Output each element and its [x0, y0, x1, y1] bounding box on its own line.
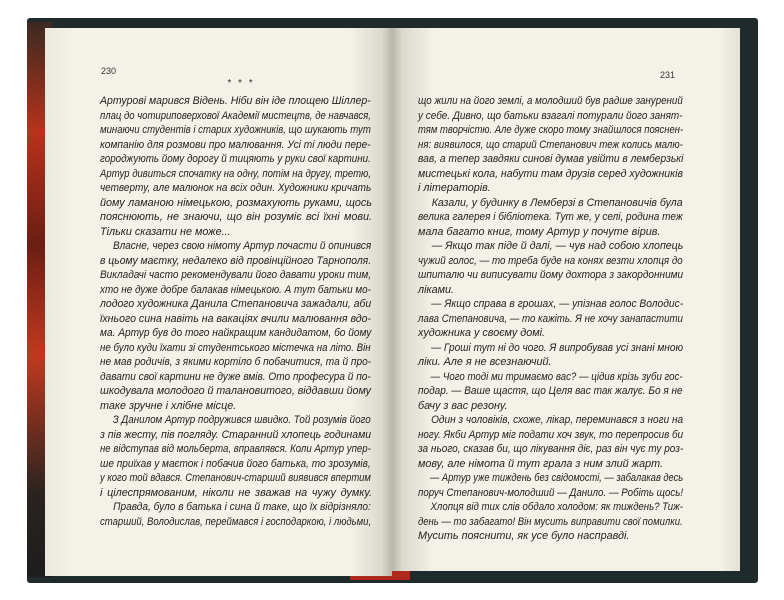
- text-line: З Данилом Артур подружився швидко. Той розумів його: [112, 414, 371, 426]
- text-line: що жили на його землі, а молодший був радше занурений: [418, 95, 683, 107]
- text-line: велика галерея і бібліотека. Тут же, у селі, родина теж: [418, 211, 683, 223]
- text-line: поруч Степанович-молодший — Данило. — Робіть щось!: [418, 486, 684, 499]
- text-line: шпиталю чи виписувати йому дохтора з закордонними: [418, 269, 684, 281]
- text-line: не було куди їхати зі студентського містечка на літо. Він: [100, 341, 371, 354]
- text-line: Мусить пояснити, як усе було насправді.: [418, 530, 630, 542]
- text-line: у кого той вдався. Степанович-старший виявився впертим: [100, 472, 371, 484]
- text-line: їхнього сина навіть на вакаціях вчили малювання вдо-: [100, 312, 372, 325]
- left-page-text: [100, 94, 372, 529]
- text-line: не мав родичів, з якими кортіло б побачитися, та й про-: [100, 356, 372, 368]
- text-line: компанію для розмови про малювання. Усі ті люди пере-: [100, 138, 371, 151]
- text-line: Один з чоловіків, схоже, лікар, переминався з ноги на: [431, 414, 684, 426]
- text-line: ліками.: [418, 283, 454, 296]
- text-line: Казали, у будинку в Лемберзі в Степановичів була: [431, 196, 683, 209]
- text-line: ма. Артур був до того найкращим кандидатом, бо йому: [100, 327, 372, 339]
- text-line: і літераторів.: [418, 182, 491, 194]
- text-line: і цілеспрямованим, ніколи не зважав на чужу думку.: [100, 486, 372, 499]
- text-line: тям творчістю. Але дуже скоро тому знайшлося пояснен-: [418, 124, 684, 136]
- right-page-text: [418, 94, 684, 544]
- text-line: — Якщо справа в грошах, — упізнав голос Володис-: [431, 298, 684, 310]
- text-line: лодого художника Данила Степановича зажадали, аби: [100, 298, 372, 310]
- text-line: чужий голос, — то треба буде на конях везти хлопця до: [418, 254, 683, 267]
- text-line: бачу з вас резону.: [418, 399, 508, 412]
- text-line: день — то забагато! Він мусить виправити свої помилки.: [418, 515, 683, 528]
- text-line: — Гроші тут ні до чого. Я випробував усі знані мною: [431, 341, 684, 354]
- text-line: художника у своєму домі.: [418, 327, 546, 339]
- text-line: — Якщо так піде й далі, — чув над собою хлопець: [431, 240, 684, 252]
- text-line: ня: виявилося, що старий Степанович теж колись малю-: [418, 138, 683, 151]
- text-line: Правда, було в батька і сина й таке, що їх відрізняло:: [113, 501, 371, 513]
- text-line: за нього, сказав би, що лікування діє, раз він чує ту роз-: [418, 443, 684, 455]
- text-line: Власне, через свою німоту Артур почасти й опинився: [112, 240, 372, 252]
- text-line: Тільки сказати не може...: [100, 225, 231, 238]
- text-line: ліки. Але я не всезнаючий.: [418, 356, 552, 368]
- text-line: старший, Володислав, переймався і господаркою, і людьми,: [100, 515, 372, 528]
- right-page: [392, 28, 740, 571]
- text-line: таке зручне і хлібне місце.: [100, 399, 237, 412]
- text-line: подар. — Ваше щастя, що Целя вас так жалує. Бо я не: [418, 385, 683, 397]
- text-line: Викладачі часто рекомендували його давати уроки тим,: [100, 269, 372, 281]
- text-line: Артурові марився Відень. Ніби він іде площею Шіллер-: [100, 95, 371, 107]
- text-line: ше приїхав у маєток і побачив його батька, то зрозумів,: [100, 457, 371, 470]
- text-line: плац до чотириповерхової Академії мистецтв, де навчався,: [100, 109, 371, 122]
- text-line: шкодувала молодого й талановитого, віддавши йому: [100, 385, 371, 397]
- text-line: лава Степановича, — то кажіть. Я не хочу занапастити: [418, 312, 683, 325]
- text-line: четверту, але малюнок на всіх один. Художники кричать: [100, 182, 372, 194]
- text-line: йому ламаною німецькою, розмахують руками, щось: [100, 196, 372, 209]
- text-line: в цьому маєтку, недалеко від провінційного Тарнополя.: [100, 254, 372, 267]
- text-line: Артур дивиться спочатку на одну, потім на другу, третю,: [100, 167, 371, 180]
- text-line: пояснюють, не знаючи, що він розуміє всі їхні мови.: [100, 211, 372, 223]
- text-line: хто не дуже добре балакав німецькою. А тут батьки мо-: [100, 283, 371, 296]
- text-line: мистецькі кола, набути там друзів серед художників: [418, 167, 683, 180]
- text-line: — Чого тоді ми тримаємо вас? — цідив крізь зуби гос-: [430, 370, 683, 383]
- section-break: * * *: [227, 78, 255, 89]
- text-line: мову, але німота й тут грала з ним злий жарт.: [418, 457, 663, 470]
- text-line: минаючи студентів і старих художників, що шукають тут: [100, 124, 371, 136]
- text-line: городжують йому дорогу й тицяють у руки свої картини.: [100, 153, 371, 165]
- text-line: не відступав від мольберта, вправлявся. Коли Артур упер-: [100, 443, 371, 455]
- left-page: [45, 28, 392, 576]
- page-number-left: 230: [101, 66, 117, 76]
- text-line: вав, а тепер завдяки синові думав увійти в лемберзькі: [418, 153, 684, 165]
- page-number-right: 231: [660, 70, 676, 80]
- text-line: — Артур уже тиждень без свідомості, — забалакав десь: [430, 472, 684, 484]
- text-line: з пів жесту, пів погляду. Старанний хлопець годинами: [100, 428, 372, 441]
- text-line: давати свої картини не дуже вмів. Ото професура й по-: [100, 370, 371, 383]
- text-line: ногу. Якби Артур міг подати хоч звук, то перепросив би: [418, 428, 684, 441]
- text-line: Хлопця від тих слів обдало холодом: як тиждень? Тиж-: [430, 501, 683, 513]
- text-line: у себе. Дивно, що батьки взагалі потурали його занят-: [418, 109, 683, 122]
- text-line: мала багато книг, тому Артур у почуте вірив.: [418, 225, 661, 238]
